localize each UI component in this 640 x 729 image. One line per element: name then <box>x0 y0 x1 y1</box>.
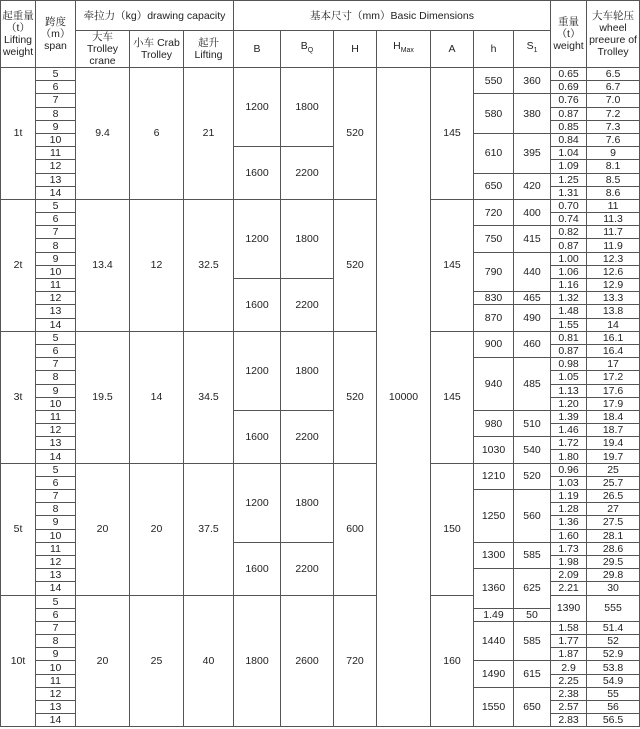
cell-wheel-pressure: 29.5 <box>587 555 640 568</box>
cell-trolley-crane: 20 <box>76 463 130 595</box>
cell-weight: 2.09 <box>551 569 587 582</box>
cell-weight: 1.39 <box>551 410 587 423</box>
cell-s1: 485 <box>514 358 551 411</box>
cell-span: 7 <box>36 621 76 634</box>
cell-s1: 555 <box>587 595 640 621</box>
cell-wheel-pressure: 27.5 <box>587 516 640 529</box>
cell-wheel-pressure: 50 <box>514 608 551 621</box>
cell-weight: 1.72 <box>551 437 587 450</box>
cell-lifting: 34.5 <box>184 331 234 463</box>
cell-a: 145 <box>431 68 474 200</box>
cell-span: 5 <box>36 331 76 344</box>
cell-weight: 1.06 <box>551 265 587 278</box>
cell-small-h: 750 <box>474 226 514 252</box>
cell-weight: 2.9 <box>551 661 587 674</box>
cell-weight: 1.49 <box>474 608 514 621</box>
cell-bq: 1800 <box>281 331 334 410</box>
cell-wheel-pressure: 52.9 <box>587 648 640 661</box>
cell-a: 160 <box>431 595 474 727</box>
cell-weight: 2.38 <box>551 687 587 700</box>
cell-small-h: 1210 <box>474 463 514 489</box>
header-crab-trolley: 小车 Crab Trolley <box>130 31 184 68</box>
cell-small-h: 650 <box>474 173 514 199</box>
cell-small-h: 1490 <box>474 661 514 687</box>
cell-wheel-pressure: 26.5 <box>587 490 640 503</box>
cell-wheel-pressure: 17.6 <box>587 384 640 397</box>
cell-wheel-pressure: 13.3 <box>587 292 640 305</box>
cell-wheel-pressure: 29.8 <box>587 569 640 582</box>
cell-bq: 2600 <box>281 595 334 727</box>
cell-wheel-pressure: 18.7 <box>587 424 640 437</box>
cell-weight: 1.13 <box>551 384 587 397</box>
header-lifting: 起升 Lifting <box>184 31 234 68</box>
cell-weight: 0.87 <box>551 239 587 252</box>
cell-weight: 1.19 <box>551 490 587 503</box>
cell-weight: 1.36 <box>551 516 587 529</box>
cell-s1: 395 <box>514 133 551 173</box>
cell-weight: 0.98 <box>551 358 587 371</box>
cell-weight: 1.16 <box>551 279 587 292</box>
header-trolley-crane: 大车 Trolley crane <box>76 31 130 68</box>
cell-s1: 420 <box>514 173 551 199</box>
cell-span: 12 <box>36 424 76 437</box>
cell-weight: 1.48 <box>551 305 587 318</box>
cell-span: 5 <box>36 463 76 476</box>
cell-bq: 2200 <box>281 147 334 200</box>
cell-wheel-pressure: 14 <box>587 318 640 331</box>
cell-weight: 1.25 <box>551 173 587 186</box>
cell-span: 11 <box>36 674 76 687</box>
cell-span: 10 <box>36 529 76 542</box>
cell-lifting: 32.5 <box>184 199 234 331</box>
cell-span: 11 <box>36 147 76 160</box>
cell-span: 13 <box>36 701 76 714</box>
cell-s1: 520 <box>514 463 551 489</box>
cell-weight: 0.87 <box>551 344 587 357</box>
cell-wheel-pressure: 11.7 <box>587 226 640 239</box>
cell-b: 1800 <box>234 595 281 727</box>
cell-wheel-pressure: 8.6 <box>587 186 640 199</box>
cell-b: 1200 <box>234 331 281 410</box>
cell-s1: 560 <box>514 490 551 543</box>
cell-s1: 650 <box>514 687 551 727</box>
cell-s1: 540 <box>514 437 551 463</box>
header-span: 跨度 （m） span <box>36 1 76 68</box>
cell-lifting: 40 <box>184 595 234 727</box>
cell-crab-trolley: 25 <box>130 595 184 727</box>
cell-wheel-pressure: 12.3 <box>587 252 640 265</box>
cell-wheel-pressure: 28.1 <box>587 529 640 542</box>
cell-weight: 1.98 <box>551 555 587 568</box>
cell-lifting-weight: 1t <box>1 68 36 200</box>
header-bq: $B_Q$ <box>281 31 334 68</box>
cell-bq: 2200 <box>281 542 334 595</box>
header-h: H <box>334 31 377 68</box>
cell-s1: 465 <box>514 292 551 305</box>
cell-h: 520 <box>334 331 377 463</box>
cell-span: 8 <box>36 371 76 384</box>
cell-a: 145 <box>431 331 474 463</box>
cell-weight: 1.05 <box>551 371 587 384</box>
cell-wheel-pressure: 51.4 <box>587 621 640 634</box>
header-basic-dimensions: 基本尺寸（mm）Basic Dimensions <box>234 1 551 31</box>
cell-wheel-pressure: 19.7 <box>587 450 640 463</box>
cell-span: 11 <box>36 279 76 292</box>
cell-span: 12 <box>36 292 76 305</box>
cell-span: 10 <box>36 397 76 410</box>
cell-span: 14 <box>36 714 76 727</box>
cell-b: 1600 <box>234 279 281 332</box>
cell-span: 14 <box>36 450 76 463</box>
cell-small-h: 610 <box>474 133 514 173</box>
cell-trolley-crane: 20 <box>76 595 130 727</box>
cell-wheel-pressure: 11.3 <box>587 213 640 226</box>
cell-small-h: 1030 <box>474 437 514 463</box>
cell-weight: 0.76 <box>551 94 587 107</box>
cell-b: 1200 <box>234 68 281 147</box>
cell-s1: 615 <box>514 661 551 687</box>
header-a: A <box>431 31 474 68</box>
cell-wheel-pressure: 53.8 <box>587 661 640 674</box>
cell-span: 12 <box>36 555 76 568</box>
cell-weight: 1.31 <box>551 186 587 199</box>
cell-h: 520 <box>334 199 377 331</box>
cell-s1: 490 <box>514 305 551 331</box>
cell-crab-trolley: 20 <box>130 463 184 595</box>
header-weight: 重量 （t） weight <box>551 1 587 68</box>
cell-small-h: 1300 <box>474 542 514 568</box>
cell-wheel-pressure: 8.1 <box>587 160 640 173</box>
cell-wheel-pressure: 55 <box>587 687 640 700</box>
cell-weight: 1.04 <box>551 147 587 160</box>
cell-weight: 0.70 <box>551 199 587 212</box>
cell-wheel-pressure: 6.5 <box>587 68 640 81</box>
cell-wheel-pressure: 12.6 <box>587 265 640 278</box>
cell-lifting-weight: 5t <box>1 463 36 595</box>
cell-weight: 1.46 <box>551 424 587 437</box>
cell-s1: 400 <box>514 199 551 225</box>
cell-s1: 510 <box>514 410 551 436</box>
cell-h: 520 <box>334 68 377 200</box>
cell-wheel-pressure: 56.5 <box>587 714 640 727</box>
cell-wheel-pressure: 13.8 <box>587 305 640 318</box>
cell-s1: 415 <box>514 226 551 252</box>
header-lifting-weight: 起重量 （t） Lifting weight <box>1 1 36 68</box>
cell-span: 13 <box>36 305 76 318</box>
cell-small-h: 900 <box>474 331 514 357</box>
cell-span: 13 <box>36 173 76 186</box>
cell-span: 7 <box>36 358 76 371</box>
header-hmax: $H_{Max}$ <box>377 31 431 68</box>
cell-trolley-crane: 13.4 <box>76 199 130 331</box>
cell-bq: 1800 <box>281 463 334 542</box>
cell-span: 13 <box>36 437 76 450</box>
cell-span: 14 <box>36 318 76 331</box>
cell-weight: 1.09 <box>551 160 587 173</box>
cell-weight: 1.58 <box>551 621 587 634</box>
cell-s1: 380 <box>514 94 551 134</box>
cell-s1: 360 <box>514 68 551 94</box>
cell-b: 1200 <box>234 199 281 278</box>
cell-weight: 0.87 <box>551 107 587 120</box>
cell-a: 150 <box>431 463 474 595</box>
cell-weight: 0.96 <box>551 463 587 476</box>
cell-wheel-pressure: 8.5 <box>587 173 640 186</box>
cell-crab-trolley: 6 <box>130 68 184 200</box>
table-row <box>1 68 640 81</box>
cell-wheel-pressure: 7.0 <box>587 94 640 107</box>
cell-hmax: 10000 <box>377 68 431 727</box>
cell-weight: 1.32 <box>551 292 587 305</box>
cell-span: 5 <box>36 595 76 608</box>
cell-h: 600 <box>334 463 377 595</box>
cell-wheel-pressure: 11.9 <box>587 239 640 252</box>
cell-span: 9 <box>36 252 76 265</box>
cell-wheel-pressure: 52 <box>587 635 640 648</box>
cell-small-h: 1360 <box>474 569 514 609</box>
cell-span: 5 <box>36 68 76 81</box>
cell-small-h: 580 <box>474 94 514 134</box>
cell-span: 14 <box>36 582 76 595</box>
cell-a: 145 <box>431 199 474 331</box>
cell-wheel-pressure: 7.6 <box>587 133 640 146</box>
cell-span: 11 <box>36 542 76 555</box>
cell-weight: 1.73 <box>551 542 587 555</box>
table-row <box>1 199 640 212</box>
cell-weight: 2.25 <box>551 674 587 687</box>
cell-span: 8 <box>36 635 76 648</box>
cell-span: 8 <box>36 239 76 252</box>
cell-lifting-weight: 2t <box>1 199 36 331</box>
cell-small-h: 1250 <box>474 490 514 543</box>
cell-weight: 0.74 <box>551 213 587 226</box>
cell-span: 7 <box>36 94 76 107</box>
cell-wheel-pressure: 25.7 <box>587 476 640 489</box>
cell-weight: 2.57 <box>551 701 587 714</box>
cell-s1: 625 <box>514 569 551 609</box>
header-wheel-pressure: 大车轮压 wheel preeure of Trolley <box>587 1 640 68</box>
cell-span: 8 <box>36 503 76 516</box>
table-row <box>1 463 640 476</box>
cell-small-h: 830 <box>474 292 514 305</box>
cell-span: 7 <box>36 490 76 503</box>
cell-wheel-pressure: 12.9 <box>587 279 640 292</box>
cell-trolley-crane: 9.4 <box>76 68 130 200</box>
cell-weight: 1.00 <box>551 252 587 265</box>
cell-small-h: 720 <box>474 199 514 225</box>
cell-span: 9 <box>36 516 76 529</box>
cell-span: 14 <box>36 186 76 199</box>
header-small-h: h <box>474 31 514 68</box>
cell-wheel-pressure: 16.4 <box>587 344 640 357</box>
cell-span: 10 <box>36 265 76 278</box>
cell-wheel-pressure: 7.3 <box>587 120 640 133</box>
cell-span: 11 <box>36 410 76 423</box>
cell-small-h: 1390 <box>551 595 587 621</box>
cell-span: 6 <box>36 608 76 621</box>
cell-wheel-pressure: 9 <box>587 147 640 160</box>
cell-crab-trolley: 12 <box>130 199 184 331</box>
cell-wheel-pressure: 17 <box>587 358 640 371</box>
cell-weight: 2.83 <box>551 714 587 727</box>
cell-wheel-pressure: 17.9 <box>587 397 640 410</box>
cell-small-h: 870 <box>474 305 514 331</box>
cell-b: 1600 <box>234 147 281 200</box>
cell-wheel-pressure: 19.4 <box>587 437 640 450</box>
cell-weight: 0.81 <box>551 331 587 344</box>
cell-weight: 1.28 <box>551 503 587 516</box>
cell-span: 10 <box>36 133 76 146</box>
cell-small-h: 550 <box>474 68 514 94</box>
cell-weight: 0.82 <box>551 226 587 239</box>
cell-weight: 1.60 <box>551 529 587 542</box>
cell-span: 12 <box>36 160 76 173</box>
cell-h: 720 <box>334 595 377 727</box>
cell-weight: 1.03 <box>551 476 587 489</box>
cell-weight: 1.20 <box>551 397 587 410</box>
cell-wheel-pressure: 17.2 <box>587 371 640 384</box>
cell-span: 6 <box>36 213 76 226</box>
cell-bq: 2200 <box>281 410 334 463</box>
cell-wheel-pressure: 18.4 <box>587 410 640 423</box>
cell-wheel-pressure: 25 <box>587 463 640 476</box>
cell-b: 1600 <box>234 542 281 595</box>
cell-span: 6 <box>36 344 76 357</box>
cell-span: 9 <box>36 648 76 661</box>
cell-s1: 460 <box>514 331 551 357</box>
cell-weight: 0.65 <box>551 68 587 81</box>
cell-wheel-pressure: 27 <box>587 503 640 516</box>
header-drawing-capacity: 牵拉力（kg）drawing capacity <box>76 1 234 31</box>
cell-bq: 2200 <box>281 279 334 332</box>
cell-weight: 0.69 <box>551 81 587 94</box>
cell-lifting: 21 <box>184 68 234 200</box>
cell-span: 6 <box>36 81 76 94</box>
cell-span: 7 <box>36 226 76 239</box>
cell-span: 8 <box>36 107 76 120</box>
header-b: B <box>234 31 281 68</box>
cell-small-h: 980 <box>474 410 514 436</box>
cell-lifting-weight: 10t <box>1 595 36 727</box>
cell-wheel-pressure: 7.2 <box>587 107 640 120</box>
cell-bq: 1800 <box>281 68 334 147</box>
cell-small-h: 940 <box>474 358 514 411</box>
cell-wheel-pressure: 11 <box>587 199 640 212</box>
cell-wheel-pressure: 30 <box>587 582 640 595</box>
cell-wheel-pressure: 56 <box>587 701 640 714</box>
cell-lifting: 37.5 <box>184 463 234 595</box>
cell-small-h: 1550 <box>474 687 514 727</box>
cell-s1: 585 <box>514 621 551 661</box>
cell-trolley-crane: 19.5 <box>76 331 130 463</box>
cell-span: 9 <box>36 120 76 133</box>
cell-wheel-pressure: 16.1 <box>587 331 640 344</box>
cell-s1: 440 <box>514 252 551 292</box>
cell-span: 10 <box>36 661 76 674</box>
cell-weight: 1.77 <box>551 635 587 648</box>
cell-span: 9 <box>36 384 76 397</box>
cell-weight: 0.84 <box>551 133 587 146</box>
cell-wheel-pressure: 28.6 <box>587 542 640 555</box>
cell-b: 1200 <box>234 463 281 542</box>
cell-weight: 0.85 <box>551 120 587 133</box>
cell-span: 12 <box>36 687 76 700</box>
cell-weight: 2.21 <box>551 582 587 595</box>
cell-weight: 1.87 <box>551 648 587 661</box>
cell-span: 13 <box>36 569 76 582</box>
cell-small-h: 1440 <box>474 621 514 661</box>
cell-span: 5 <box>36 199 76 212</box>
cell-wheel-pressure: 6.7 <box>587 81 640 94</box>
cell-b: 1600 <box>234 410 281 463</box>
cell-weight: 1.55 <box>551 318 587 331</box>
cell-crab-trolley: 14 <box>130 331 184 463</box>
cell-bq: 1800 <box>281 199 334 278</box>
cell-weight: 1.80 <box>551 450 587 463</box>
cell-small-h: 790 <box>474 252 514 292</box>
table-row <box>1 331 640 344</box>
cell-lifting-weight: 3t <box>1 331 36 463</box>
cell-s1: 585 <box>514 542 551 568</box>
cell-wheel-pressure: 54.9 <box>587 674 640 687</box>
cell-span: 6 <box>36 476 76 489</box>
table-body <box>1 68 640 727</box>
header-s1: $S_1$ <box>514 31 551 68</box>
